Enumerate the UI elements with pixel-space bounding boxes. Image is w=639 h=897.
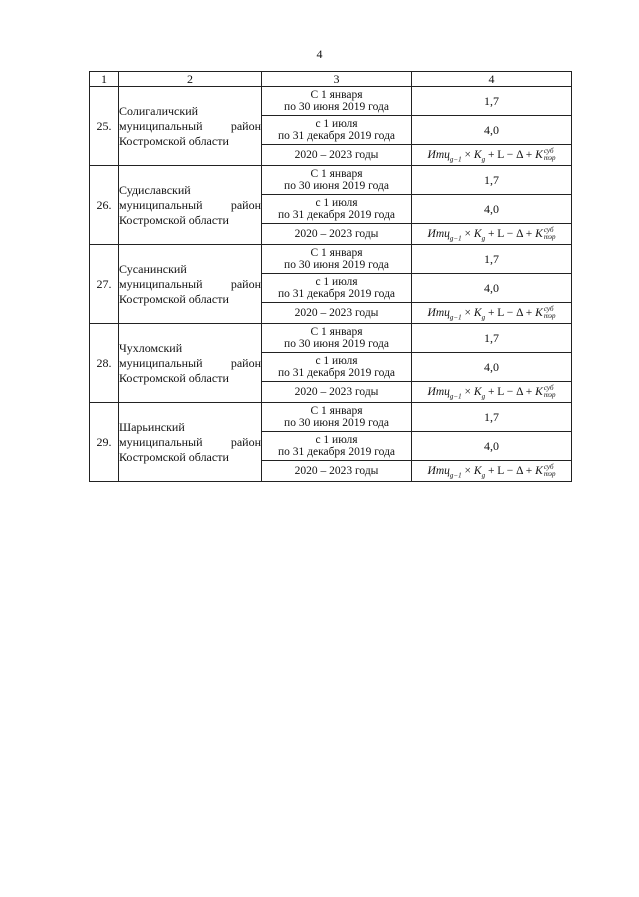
period-cell xyxy=(262,432,412,461)
formula: $Итц_{g-1} \times K_g + L - \Delta + K$ суб тэр xyxy=(427,226,556,243)
period-cell xyxy=(262,382,412,403)
district-name-line: Костромской области xyxy=(119,291,229,306)
district-name-line: Костромской области xyxy=(119,133,229,148)
period-cell xyxy=(262,166,412,195)
period-line: С 1 января xyxy=(310,246,363,259)
column-header-3: 3 xyxy=(262,72,412,87)
row-number: 26. xyxy=(90,166,119,245)
period-line: с 1 июля xyxy=(315,275,358,288)
district-name-line: муниципальный район xyxy=(119,276,261,291)
table-row xyxy=(90,403,572,432)
district-name xyxy=(119,403,262,482)
page-number: 4 xyxy=(316,47,323,61)
district-name-line: Сусанинский xyxy=(119,261,187,276)
period-line: по 30 июня 2019 года xyxy=(284,101,389,113)
period-line: с 1 июля xyxy=(315,196,358,209)
table-row xyxy=(90,245,572,274)
district-name-line: муниципальный район xyxy=(119,434,261,449)
row-number: 29. xyxy=(90,403,119,482)
column-header-2: 2 xyxy=(119,72,262,87)
value-cell: 4,0 xyxy=(412,353,572,382)
column-header-4: 4 xyxy=(412,72,572,87)
period-line: с 1 июля xyxy=(315,354,358,367)
period-line: С 1 января xyxy=(310,404,363,417)
period-cell xyxy=(262,403,412,432)
district-name-line: Солигаличский xyxy=(119,103,199,118)
value-cell: 1,7 xyxy=(412,166,572,195)
period-line: по 31 декабря 2019 года xyxy=(277,130,396,142)
period-line: с 1 июля xyxy=(315,117,358,130)
value-cell xyxy=(412,145,572,166)
period-cell xyxy=(262,324,412,353)
period-line: 2020 – 2023 годы xyxy=(294,227,379,240)
district-name xyxy=(119,245,262,324)
value-cell: 1,7 xyxy=(412,245,572,274)
district-name-line: Костромской области xyxy=(119,370,229,385)
period-cell xyxy=(262,303,412,324)
table-header-row xyxy=(90,72,572,87)
period-line: С 1 января xyxy=(310,88,363,101)
period-line: по 30 июня 2019 года xyxy=(284,180,389,192)
district-name-line: муниципальный район xyxy=(119,355,261,370)
period-line: 2020 – 2023 годы xyxy=(294,464,379,477)
district-name-line: Чухломский xyxy=(119,340,183,355)
value-cell: 1,7 xyxy=(412,403,572,432)
period-cell xyxy=(262,353,412,382)
period-cell xyxy=(262,245,412,274)
formula: $Итц_{g-1} \times K_g + L - \Delta + K$ суб тэр xyxy=(427,384,556,401)
period-cell xyxy=(262,195,412,224)
value-cell: 1,7 xyxy=(412,324,572,353)
formula: $Итц_{g-1} \times K_g + L - \Delta + K$ суб тэр xyxy=(427,305,556,322)
value-cell xyxy=(412,224,572,245)
table-body xyxy=(90,87,572,482)
period-line: 2020 – 2023 годы xyxy=(294,148,379,161)
table-row xyxy=(90,166,572,195)
period-line: по 30 июня 2019 года xyxy=(284,259,389,271)
period-cell xyxy=(262,145,412,166)
formula: $Итц_{g-1} \times K_g + L - \Delta + K$ суб тэр xyxy=(427,147,556,164)
column-header-1: 1 xyxy=(90,72,119,87)
district-name xyxy=(119,87,262,166)
period-line: по 31 декабря 2019 года xyxy=(277,209,396,221)
value-cell: 4,0 xyxy=(412,195,572,224)
value-cell: 4,0 xyxy=(412,274,572,303)
period-line: 2020 – 2023 годы xyxy=(294,385,379,398)
period-line: по 31 декабря 2019 года xyxy=(277,446,396,458)
formula: $Итц_{g-1} \times K_g + L - \Delta + K$ суб тэр xyxy=(427,463,556,480)
district-name-line: Костромской области xyxy=(119,449,229,464)
district-name xyxy=(119,166,262,245)
period-cell xyxy=(262,461,412,482)
period-line: по 31 декабря 2019 года xyxy=(277,367,396,379)
district-name xyxy=(119,324,262,403)
row-number: 28. xyxy=(90,324,119,403)
table-row xyxy=(90,87,572,116)
period-cell xyxy=(262,87,412,116)
value-cell xyxy=(412,382,572,403)
period-cell xyxy=(262,116,412,145)
district-name-line: Костромской области xyxy=(119,212,229,227)
period-line: 2020 – 2023 годы xyxy=(294,306,379,319)
value-cell: 1,7 xyxy=(412,87,572,116)
period-cell xyxy=(262,224,412,245)
table-row xyxy=(90,324,572,353)
value-cell: 4,0 xyxy=(412,116,572,145)
row-number: 25. xyxy=(90,87,119,166)
value-cell xyxy=(412,461,572,482)
period-line: по 30 июня 2019 года xyxy=(284,338,389,350)
district-name-line: муниципальный район xyxy=(119,118,261,133)
district-name-line: Шарьинский xyxy=(119,419,185,434)
district-name-line: муниципальный район xyxy=(119,197,261,212)
period-line: по 31 декабря 2019 года xyxy=(277,288,396,300)
period-line: по 30 июня 2019 года xyxy=(284,417,389,429)
period-line: С 1 января xyxy=(310,325,363,338)
value-cell: 4,0 xyxy=(412,432,572,461)
district-name-line: Судиславский xyxy=(119,182,191,197)
row-number: 27. xyxy=(90,245,119,324)
period-line: с 1 июля xyxy=(315,433,358,446)
value-cell xyxy=(412,303,572,324)
tariff-table xyxy=(89,71,572,482)
period-line: С 1 января xyxy=(310,167,363,180)
period-cell xyxy=(262,274,412,303)
